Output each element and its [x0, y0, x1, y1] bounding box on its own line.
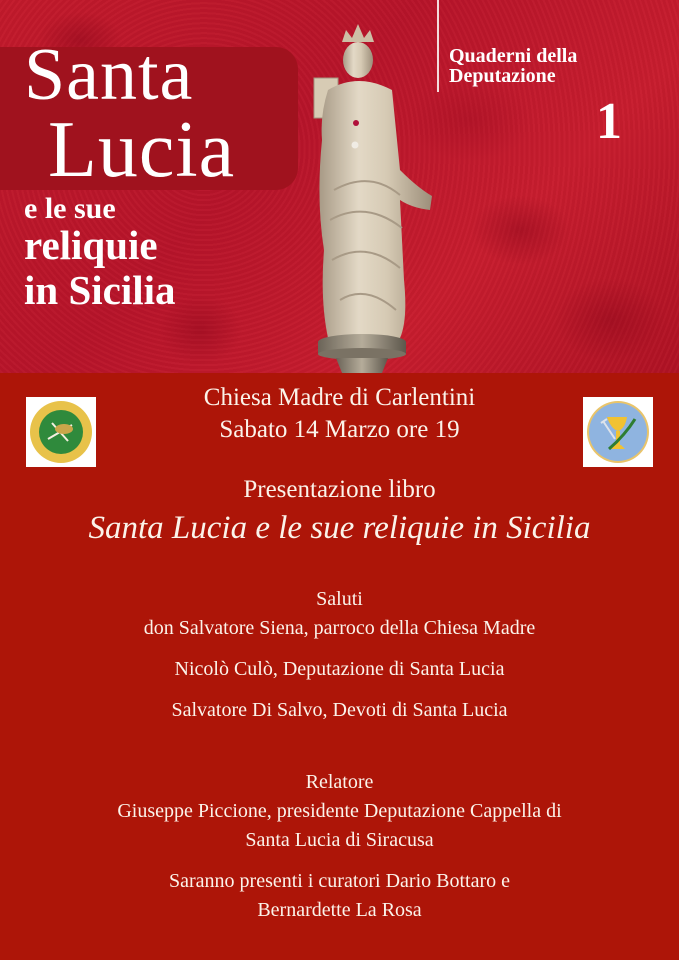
greeting-speaker: Salvatore Di Salvo, Devoti di Santa Lucia	[171, 699, 508, 721]
cover-title-lucia: Lucia	[48, 106, 236, 194]
curators-line-1: Saranno presenti i curatori Dario Bottaro e	[169, 870, 510, 892]
chalice-palm-emblem-icon	[585, 399, 651, 465]
speaker-heading: Relatore	[305, 771, 374, 793]
chalice-logo	[583, 397, 653, 467]
statue-image	[300, 20, 445, 373]
series-number: 1	[596, 93, 622, 150]
event-date-time: Sabato 14 Marzo ore 19	[219, 416, 460, 443]
series-line-2: Deputazione	[449, 65, 556, 87]
speaker-line-1: Giuseppe Piccione, presidente Deputazione Cappella di	[117, 800, 562, 822]
series-line-1: Quaderni della	[449, 45, 578, 67]
cover-subtitle-1: e le sue	[24, 192, 116, 225]
event-venue: Chiesa Madre di Carlentini	[203, 384, 476, 411]
book-cover	[0, 0, 679, 373]
cover-subtitle-3: in Sicilia	[24, 267, 176, 313]
event-flyer	[0, 373, 679, 960]
greetings-heading: Saluti	[316, 588, 363, 610]
greeting-speaker: Nicolò Culò, Deputazione di Santa Lucia	[174, 658, 505, 680]
series-title	[449, 46, 577, 86]
speaker-line-2: Santa Lucia di Siracusa	[245, 829, 434, 851]
cover-subtitle-2: reliquie	[24, 222, 158, 268]
cover-title-santa: Santa	[24, 34, 194, 116]
presentation-label: Presentazione libro	[243, 476, 436, 503]
curators-line-2: Bernardette La Rosa	[257, 899, 422, 921]
greeting-speaker: don Salvatore Siena, parroco della Chiesa Madre	[143, 617, 536, 639]
book-title: Santa Lucia e le sue reliquie in Sicilia	[88, 510, 591, 546]
